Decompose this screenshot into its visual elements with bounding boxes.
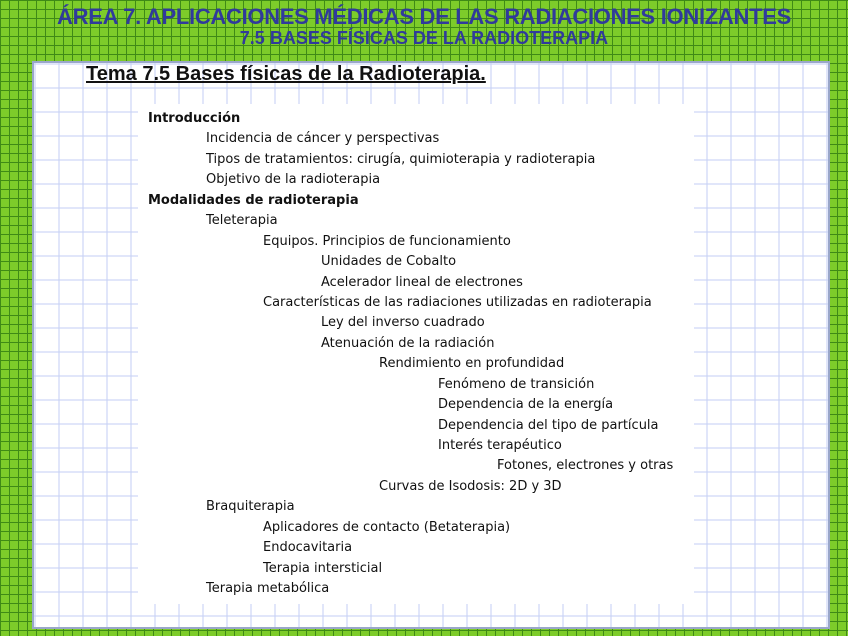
outline-item: Características de las radiaciones utilizadas en radioterapia [263, 294, 652, 310]
outline-item: Rendimiento en profundidad [379, 356, 565, 372]
topic-outline [148, 109, 673, 600]
outline-item: Incidencia de cáncer y perspectivas [206, 131, 440, 147]
outline-item: Unidades de Cobalto [321, 254, 457, 270]
outline-item: Braquiterapia [206, 499, 295, 515]
outline-item: Curvas de Isodosis: 2D y 3D [379, 478, 562, 494]
outline-item: Fenómeno de transición [438, 376, 595, 392]
outline-item: Fotones, electrones y otras [497, 458, 674, 474]
outline-item: Introducción [148, 111, 241, 126]
section-heading: 7.5 BASES FÍSICAS DE LA RADIOTERAPIA [239, 28, 609, 48]
outline-item: Interés terapéutico [438, 438, 562, 453]
outline-item: Dependencia del tipo de partícula [438, 417, 659, 433]
outline-item: Objetivo de la radioterapia [206, 172, 381, 188]
outline-item: Acelerador lineal de electrones [321, 274, 523, 290]
outline-item: Endocavitaria [263, 540, 353, 556]
slide-header [0, 6, 848, 47]
outline-item: Ley del inverso cuadrado [321, 315, 485, 331]
outline-item: Tipos de tratamientos: cirugía, quimioterapia y radioterapia [206, 151, 596, 167]
outline-item: Modalidades de radioterapia [148, 192, 359, 208]
outline-item: Equipos. Principios de funcionamiento [263, 233, 511, 249]
outline-item: Terapia metabólica [206, 581, 330, 597]
outline-item: Atenuación de la radiación [321, 335, 495, 351]
outline-item: Terapia intersticial [263, 560, 383, 576]
slide-title: Tema 7.5 Bases físicas de la Radioterapia. [86, 63, 486, 85]
outline-item: Teleterapia [206, 213, 278, 229]
area-heading: ÁREA 7. APLICACIONES MÉDICAS DE LAS RADIACIONES IONIZANTES [57, 4, 791, 29]
outline-item: Aplicadores de contacto (Betaterapia) [263, 519, 511, 535]
outline-item: Dependencia de la energía [438, 397, 614, 413]
